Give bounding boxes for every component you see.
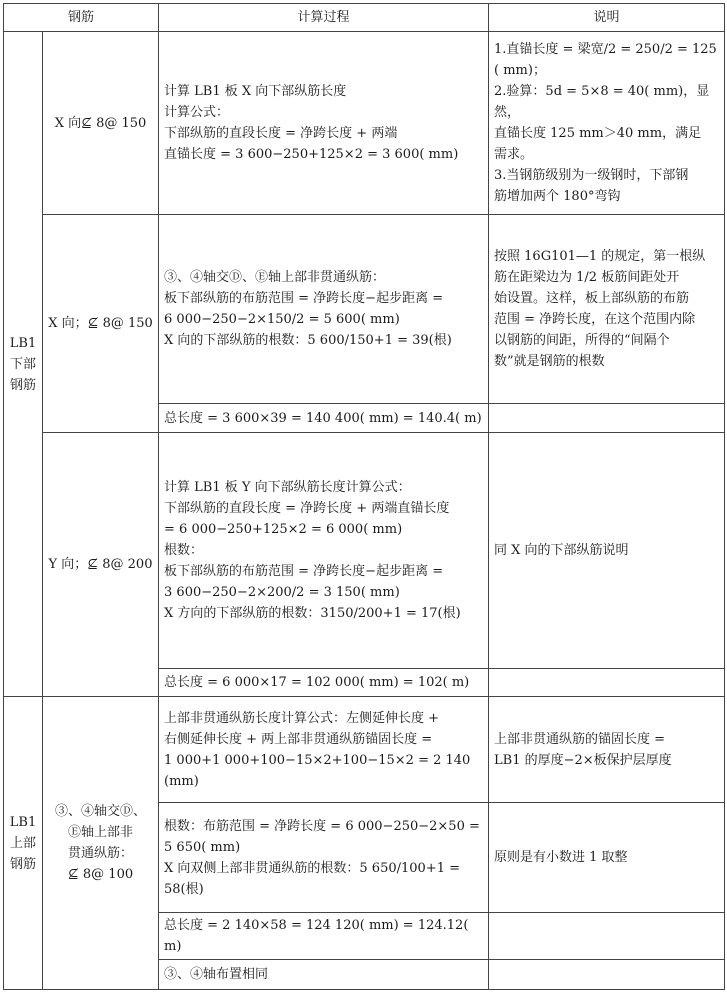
calc-line: X 向的下部纵筋的根数：5 600/150+1 = 39(根) <box>164 333 452 348</box>
rebar-table <box>3 3 725 990</box>
calc-line: 右侧延伸长度 + 两上部非贯通纵筋锚固长度 = <box>164 731 433 747</box>
note-line: 按照 16G101—1 的规定，第一根纵 <box>494 249 706 264</box>
total-y: 总长度 = 6 000×17 = 102 000( mm) = 102( m) <box>159 669 489 697</box>
calc-upper-count <box>159 803 489 913</box>
rebar-label-y: Y 向；⊈ 8@ 200 <box>43 433 159 697</box>
calc-y <box>159 433 489 669</box>
rebar-label-upper <box>43 697 159 990</box>
calc-line: 3 600−250−2×200/2 = 3 150( mm) <box>164 585 400 600</box>
calc-line: 板下部纵筋的布筋范围 = 净跨长度−起步距离 = <box>164 291 444 306</box>
note-line: ( mm)； <box>494 63 546 78</box>
header-calc: 计算过程 <box>159 4 489 32</box>
group-upper-line: LB1 <box>9 814 37 830</box>
calc-x2 <box>159 215 489 404</box>
calc-line: 直锚长度 = 3 600−250+125×2 = 3 600( mm) <box>164 147 459 162</box>
calc-line: 根数： <box>164 543 204 558</box>
total-x2: 总长度 = 3 600×39 = 140 400( mm) = 140.4( m) <box>159 404 489 433</box>
header-note: 说明 <box>489 4 725 32</box>
note-empty <box>489 960 725 990</box>
calc-line: 计算 LB1 板 X 向下部纵筋长度 <box>164 84 347 99</box>
rebar-label-x1: X 向⊈ 8@ 150 <box>43 32 159 215</box>
note-line: LB1 的厚度−2×板保护层厚度 <box>494 752 672 768</box>
group-lower <box>4 32 43 697</box>
header-rebar: 钢筋 <box>4 4 159 32</box>
group-lower-line: 下部 <box>9 356 36 372</box>
note-empty <box>489 404 725 433</box>
upper-same-layout: ③、④轴布置相同 <box>159 960 489 990</box>
note-line: 以钢筋的间距，所得的“间隔个 <box>494 333 670 348</box>
group-upper-line: 钢筋 <box>9 856 36 872</box>
note-line: 上部非贯通纵筋的锚固长度 = <box>494 731 666 747</box>
calc-line: 下部纵筋的直段长度 = 净跨长度 + 两端 <box>164 126 398 141</box>
note-line: 筋增加两个 180°弯钩 <box>494 189 621 204</box>
table-row <box>4 215 725 404</box>
calc-line: 计算 LB1 板 Y 向下部纵筋长度计算公式： <box>164 480 411 495</box>
calc-line: 根数：布筋范围 = 净跨长度 = 6 000−250−2×50 = <box>164 818 480 834</box>
calc-line: 58(根) <box>164 881 204 897</box>
calc-line: X 方向的下部纵筋的根数：3150/200+1 = 17(根) <box>164 606 461 621</box>
calc-x1 <box>159 32 489 215</box>
calc-line: = 6 000−250+125×2 = 6 000( mm) <box>164 522 403 537</box>
note-line: 1.直锚长度 = 梁宽/2 = 250/2 = 125 <box>494 42 717 57</box>
note-line: 始设置。这样，板上部纵筋的布筋 <box>494 291 690 306</box>
calc-upper-length <box>159 697 489 803</box>
note-line: 数”就是钢筋的根数 <box>494 354 605 369</box>
group-upper-line: 上部 <box>9 835 36 851</box>
calc-line: 1 000+1 000+100−15×2+100−15×2 = 2 140(mm) <box>164 752 471 789</box>
calc-line: 计算公式： <box>164 105 230 120</box>
calc-line: 板下部纵筋的布筋范围 = 净跨长度−起步距离 = <box>164 564 444 579</box>
upper-label-line: Ⓔ轴上部非 <box>68 825 134 840</box>
table-row <box>4 433 725 669</box>
note-line: 2.验算：5d = 5×8 = 40( mm)，显然， <box>494 84 710 120</box>
group-upper <box>4 697 43 990</box>
table-header-row <box>4 4 725 32</box>
note-empty <box>489 913 725 960</box>
upper-label-line: 贯通纵筋： <box>68 846 134 861</box>
calc-line: 上部非贯通纵筋长度计算公式：左侧延伸长度 + <box>164 710 440 726</box>
calc-line: 5 650( mm) <box>164 839 241 855</box>
note-upper-anchor <box>489 697 725 803</box>
group-lower-line: 钢筋 <box>9 377 36 393</box>
upper-label-line: ⊈ 8@ 100 <box>67 867 134 882</box>
note-x2 <box>489 215 725 404</box>
note-line: 范围 = 净跨长度，在这个范围内除 <box>494 312 696 327</box>
table-row <box>4 697 725 803</box>
note-line: 3.当钢筋级别为一级钢时，下部钢 <box>494 168 689 183</box>
group-lower-line: LB1 <box>9 335 37 351</box>
total-upper: 总长度 = 2 140×58 = 124 120( mm) = 124.12( m) <box>159 913 489 960</box>
note-y: 同 X 向的下部纵筋说明 <box>489 433 725 669</box>
note-line: 筋在距梁边为 1/2 板筋间距处开 <box>494 270 680 285</box>
calc-line: X 向双侧上部非贯通纵筋的根数：5 650/100+1 = <box>164 860 461 876</box>
note-empty <box>489 669 725 697</box>
table-row <box>4 32 725 215</box>
calc-line: 下部纵筋的直段长度 = 净跨长度 + 两端直锚长度 <box>164 501 450 516</box>
note-line: 直锚长度 125 mm＞40 mm，满足 <box>494 126 702 141</box>
note-x1 <box>489 32 725 215</box>
note-line: 需求。 <box>494 147 534 162</box>
calc-line: ③、④轴交Ⓓ、Ⓔ轴上部非贯通纵筋： <box>164 270 386 285</box>
upper-label-line: ③、④轴交Ⓓ、 <box>55 804 147 819</box>
note-upper-round: 原则是有小数进 1 取整 <box>489 803 725 913</box>
calc-line: 6 000−250−2×150/2 = 5 600( mm) <box>164 312 400 327</box>
rebar-label-x2: X 向；⊈ 8@ 150 <box>43 215 159 433</box>
